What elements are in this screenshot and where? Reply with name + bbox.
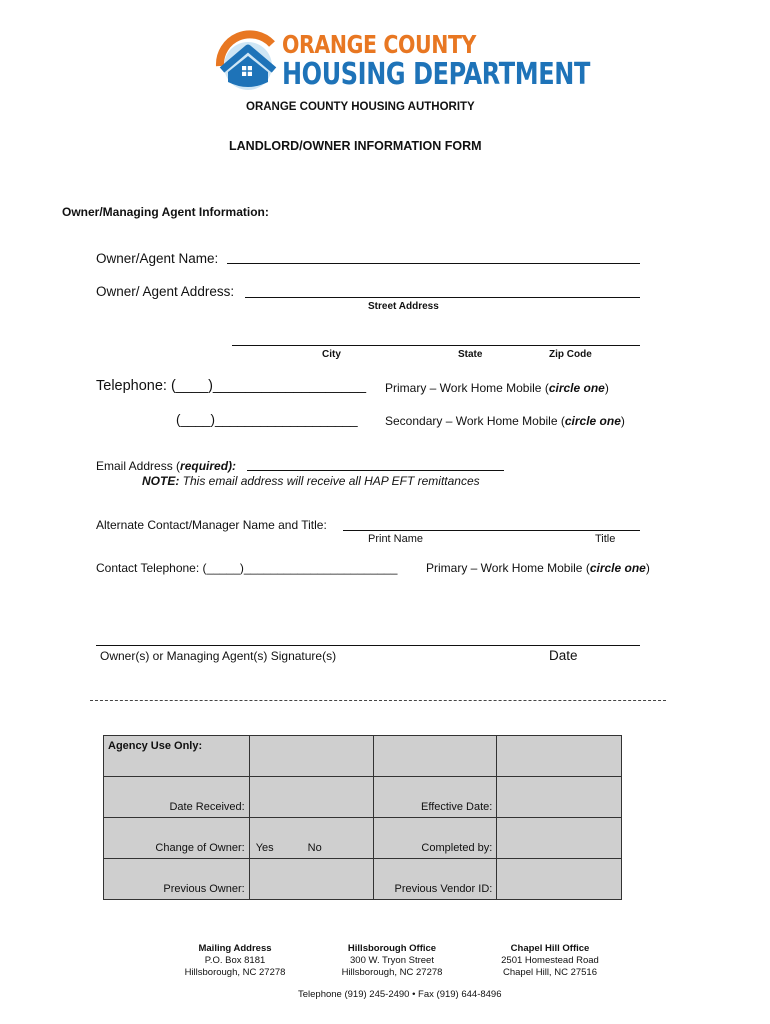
print-name-caption: Print Name <box>368 533 424 545</box>
agency-cell <box>373 736 497 777</box>
city-state-zip-field[interactable] <box>232 345 640 346</box>
circle-one-note: circle one <box>548 381 605 395</box>
secondary-phone-field[interactable]: (____)___________________ <box>176 412 358 427</box>
footer-chapel-hill-line2: Chapel Hill, NC 27516 <box>503 967 597 978</box>
change-of-owner-options[interactable] <box>249 818 373 859</box>
previous-vendor-id-label: Previous Vendor ID: <box>373 859 497 900</box>
alt-contact-label: Alternate Contact/Manager Name and Title: <box>96 518 327 532</box>
close-paren: ) <box>604 381 609 395</box>
form-title: LANDLORD/OWNER INFORMATION FORM <box>229 139 482 153</box>
email-label-text: Email Address ( <box>96 459 181 473</box>
yes-option[interactable]: Yes <box>255 842 274 854</box>
footer-hillsborough-line1: 300 W. Tryon Street <box>350 955 434 966</box>
date-received-field[interactable] <box>249 777 373 818</box>
footer-chapel-hill-line1: 2501 Homestead Road <box>501 955 599 966</box>
footer-mailing <box>170 943 300 979</box>
footer-mailing-title: Mailing Address <box>198 943 272 954</box>
close-paren: ) <box>645 561 650 575</box>
state-caption: State <box>458 349 483 360</box>
contact-phone-options[interactable]: Primary – Work Home Mobile ( <box>426 561 590 575</box>
email-field[interactable] <box>247 470 504 471</box>
date-received-label: Date Received: <box>104 777 250 818</box>
alt-contact-field[interactable] <box>343 530 640 531</box>
street-address-caption: Street Address <box>368 301 439 312</box>
circle-one-note: circle one <box>564 414 621 428</box>
footer-mailing-line1: P.O. Box 8181 <box>204 955 266 966</box>
secondary-phone-options[interactable]: Secondary – Work Home Mobile ( <box>385 414 565 428</box>
footer-hillsborough-title: Hillsborough Office <box>347 943 437 954</box>
signature-field[interactable] <box>96 645 640 646</box>
footer-hillsborough <box>327 943 457 979</box>
signature-caption: Owner(s) or Managing Agent(s) Signature(s) <box>100 649 337 663</box>
owner-name-label: Owner/Agent Name: <box>96 251 219 266</box>
cut-line-divider <box>90 700 666 701</box>
previous-owner-field[interactable] <box>249 859 373 900</box>
effective-date-field[interactable] <box>497 777 622 818</box>
note-label: NOTE: <box>142 474 180 488</box>
secondary-phone-type <box>385 414 625 428</box>
authority-name: ORANGE COUNTY HOUSING AUTHORITY <box>246 101 475 113</box>
contact-telephone-field[interactable]: Contact Telephone: (_____)_______________________ <box>96 561 398 575</box>
city-caption: City <box>322 349 341 360</box>
street-address-field[interactable] <box>245 297 640 298</box>
date-caption: Date <box>549 648 578 663</box>
email-label <box>96 459 236 473</box>
zip-code-caption: Zip Code <box>549 349 592 360</box>
logo-text-line1: ORANGE COUNTY <box>282 30 476 59</box>
email-note <box>142 474 480 488</box>
footer-chapel-hill-title: Chapel Hill Office <box>510 943 590 954</box>
agency-use-table <box>103 735 622 900</box>
previous-owner-label: Previous Owner: <box>104 859 250 900</box>
primary-phone-options[interactable]: Primary – Work Home Mobile ( <box>385 381 549 395</box>
change-of-owner-label: Change of Owner: <box>104 818 250 859</box>
footer-hillsborough-line2: Hillsborough, NC 27278 <box>341 967 443 978</box>
house-logo-icon <box>214 26 284 92</box>
agency-heading: Agency Use Only: <box>104 736 250 777</box>
previous-vendor-id-field[interactable] <box>497 859 622 900</box>
owner-name-field[interactable] <box>227 263 640 264</box>
no-option[interactable]: No <box>307 842 322 854</box>
effective-date-label: Effective Date: <box>373 777 497 818</box>
primary-phone-type <box>385 381 609 395</box>
section-heading: Owner/Managing Agent Information: <box>62 205 269 219</box>
completed-by-label: Completed by: <box>373 818 497 859</box>
footer-phone-fax: Telephone (919) 245-2490 • Fax (919) 644-8496 <box>298 989 502 1000</box>
contact-phone-type <box>426 561 650 575</box>
completed-by-field[interactable] <box>497 818 622 859</box>
telephone-field[interactable]: Telephone: (____)___________________ <box>96 378 367 394</box>
footer-mailing-line2: Hillsborough, NC 27278 <box>184 967 286 978</box>
footer-chapel-hill <box>485 943 615 979</box>
owner-address-label: Owner/ Agent Address: <box>96 284 235 299</box>
required-note: required): <box>180 459 237 473</box>
agency-cell <box>249 736 373 777</box>
agency-cell <box>497 736 622 777</box>
logo-text-line2: HOUSING DEPARTMENT <box>282 57 590 92</box>
title-caption: Title <box>595 533 616 545</box>
note-text: This email address will receive all HAP EFT remittances <box>179 474 480 488</box>
close-paren: ) <box>620 414 625 428</box>
circle-one-note: circle one <box>589 561 646 575</box>
